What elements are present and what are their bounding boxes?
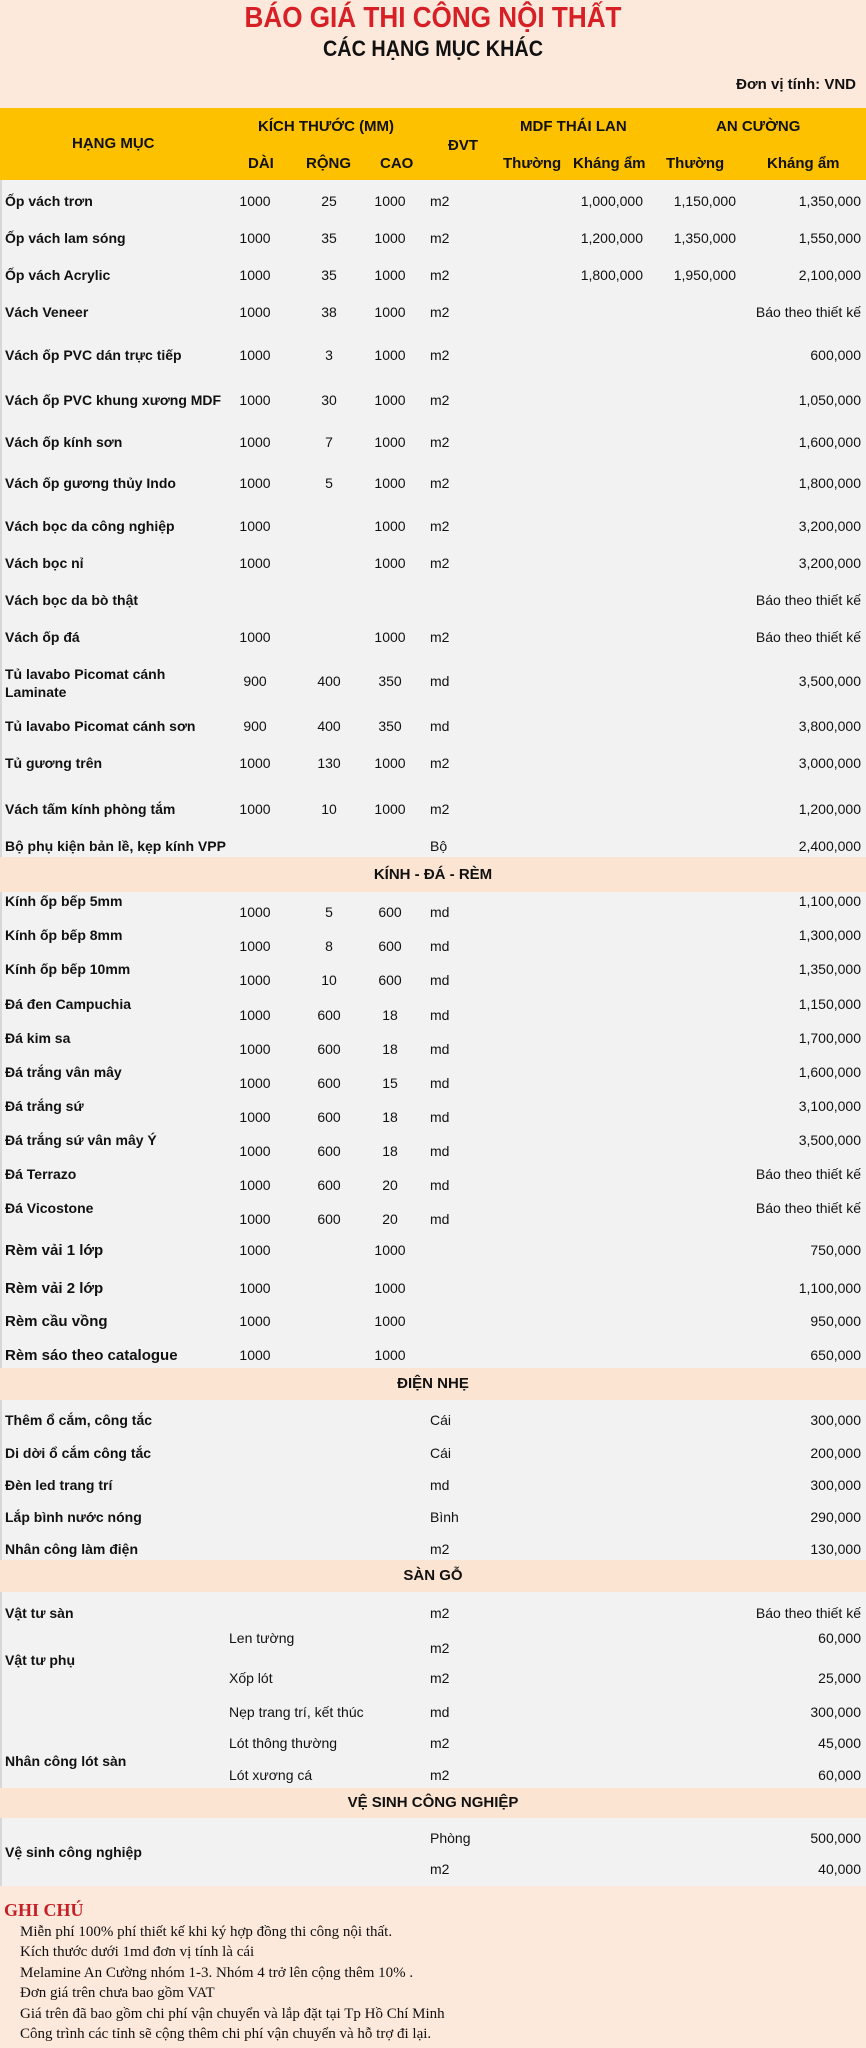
height-value: 1000 [374,555,406,571]
item-label: Vệ sinh công nghiệp [5,1844,142,1860]
table-row [0,518,866,538]
price-value: 300,000 [810,1704,861,1720]
table-row [0,1242,866,1262]
item-label: Vách bọc nỉ [5,555,84,571]
unit-value: m2 [430,629,450,645]
price-value: 300,000 [810,1412,861,1428]
note-item: Miễn phí 100% phí thiết kế khi ký hợp đồng thi công nội thất. [20,1924,393,1940]
price-value: 1,100,000 [798,1280,861,1296]
item-label: Thêm ổ cắm, công tắc [5,1412,153,1428]
item-label: Rèm cầu vồng [5,1313,108,1330]
price-value: 650,000 [810,1347,861,1363]
height-value: 1000 [374,434,406,450]
unit-value: m2 [430,347,450,363]
unit-value: Cái [430,1445,452,1461]
price-value: 1,100,000 [798,893,861,909]
height-value: 1000 [374,1313,406,1329]
length-value: 1000 [239,1211,271,1227]
length-value: 1000 [239,1143,271,1159]
height-value: 1000 [374,518,406,534]
price-value: 1,700,000 [798,1030,861,1046]
table-row [0,1445,866,1465]
unit-value: m2 [430,801,450,817]
mdf-normal-price: 1,200,000 [580,230,643,246]
unit-value: md [430,1041,450,1057]
price-value: 2,400,000 [798,838,861,854]
height-value: 1000 [374,475,406,491]
length-value: 1000 [239,1041,271,1057]
item-label: Rèm sáo theo catalogue [5,1347,178,1364]
price-value: 500,000 [810,1830,861,1846]
item-label: Tủ lavabo Picomat cánh Laminate [5,666,166,700]
length-value: 1000 [239,972,271,988]
price-value: 750,000 [810,1242,861,1258]
table-row [0,1704,866,1724]
table-row [0,1064,866,1091]
price-value: 3,200,000 [798,555,861,571]
unit-value: m2 [430,392,450,408]
table-row [0,801,866,821]
item-label: Đá trắng vân mây [5,1064,122,1080]
price-value: 3,100,000 [798,1098,861,1114]
unit-value: m2 [430,434,450,450]
item-label: Nhân công lót sàn [5,1753,127,1769]
unit-value: md [430,718,450,734]
price-value: 3,500,000 [798,673,861,689]
price-value: 1,550,000 [798,230,861,246]
length-value: 1000 [239,347,271,363]
header-an-cuong: AN CƯỜNG [716,118,801,135]
item-label: Vách bọc da bò thật [5,592,139,608]
unit-value: m2 [430,1605,450,1621]
price-value: 950,000 [810,1313,861,1329]
price-value: 1,050,000 [798,392,861,408]
table-row [0,434,866,454]
note-item: Công trình các tỉnh sẽ cộng thêm chi phí vận chuyển và hỗ trợ đi lại. [20,2026,432,2042]
header-ac-moist: Kháng ẩm [767,155,840,172]
table-row [0,230,866,250]
price-value: 200,000 [810,1445,861,1461]
table-row [0,475,866,495]
item-label: Nhân công làm điện [5,1541,139,1557]
currency-unit-label: Đơn vị tính: VND [736,76,856,93]
price-value: 2,100,000 [798,267,861,283]
table-row [0,592,866,612]
price-value: 60,000 [818,1767,861,1783]
item-label: Vách bọc da công nghiệp [5,518,175,534]
item-label: Vách Veneer [5,304,89,320]
height-value: 18 [382,1143,398,1159]
table-row [0,1735,866,1755]
unit-value: m2 [430,755,450,771]
width-value: 5 [325,475,333,491]
price-value: 300,000 [810,1477,861,1493]
unit-value: md [430,1075,450,1091]
height-value: 1000 [374,1347,406,1363]
table-row [0,718,866,738]
sub-item-label: Nẹp trang trí, kết thúc [229,1704,364,1720]
section-header: VỆ SINH CÔNG NGHIỆP [0,1788,866,1818]
item-label: Ốp vách lam sóng [5,230,126,246]
width-value: 600 [317,1143,341,1159]
width-value: 30 [321,392,337,408]
item-label: Kính ốp bếp 5mm [5,893,123,909]
item-label: Đá Vicostone [5,1200,94,1216]
width-value: 5 [325,904,333,920]
height-value: 1000 [374,629,406,645]
price-value: Báo theo thiết kế [755,1605,861,1621]
item-label: Vách ốp đá [5,629,80,645]
item-label: Vách ốp PVC khung xương MDF [5,392,222,408]
length-value: 1000 [239,1177,271,1193]
price-value: Báo theo thiết kế [755,629,861,645]
height-value: 20 [382,1211,398,1227]
price-value: 1,300,000 [798,927,861,943]
width-value: 600 [317,1041,341,1057]
height-value: 1000 [374,755,406,771]
price-value: 40,000 [818,1861,861,1877]
price-value: 3,500,000 [798,1132,861,1148]
height-value: 350 [378,718,402,734]
item-label: Lắp bình nước nóng [5,1509,142,1525]
unit-value: m2 [430,230,450,246]
table-row [0,1753,866,1787]
width-value: 38 [321,304,337,320]
unit-value: md [430,1109,450,1125]
unit-value: m2 [430,267,450,283]
table-row [0,1541,866,1561]
width-value: 10 [321,972,337,988]
width-value: 400 [317,718,341,734]
price-value: 130,000 [810,1541,861,1557]
unit-value: m2 [430,1861,450,1877]
item-label: Vật tư sàn [5,1605,74,1621]
width-value: 3 [325,347,333,363]
table-row [0,1200,866,1227]
length-value: 1000 [239,1242,271,1258]
price-value: Báo theo thiết kế [755,304,861,320]
unit-value: md [430,1704,450,1720]
mdf-normal-price: 1,800,000 [580,267,643,283]
item-label: Kính ốp bếp 10mm [5,961,131,977]
table-row [0,347,866,367]
item-label: Vách ốp kính sơn [5,434,123,450]
item-label: Vách ốp PVC dán trực tiếp [5,347,182,363]
unit-value: md [430,1177,450,1193]
table-row [0,1477,866,1497]
header-mdf: MDF THÁI LAN [520,118,627,135]
mdf-moist-price: 1,950,000 [673,267,736,283]
height-value: 1000 [374,304,406,320]
table-row [0,1630,866,1656]
note-item: Đơn giá trên chưa bao gồm VAT [20,1985,215,2001]
table-row [0,927,866,954]
unit-value: md [430,1211,450,1227]
price-value: Báo theo thiết kế [755,592,861,608]
table-row [0,1098,866,1125]
notes-title: GHI CHÚ [4,1900,84,1920]
header-ac-normal: Thường [666,155,725,172]
height-value: 1000 [374,267,406,283]
unit-value: m2 [430,193,450,209]
height-value: 1000 [374,347,406,363]
height-value: 20 [382,1177,398,1193]
price-value: 25,000 [818,1670,861,1686]
table-row [0,1166,866,1193]
length-value: 1000 [239,193,271,209]
note-item: Melamine An Cường nhóm 1-3. Nhóm 4 trở lên cộng thêm 10% . [20,1965,414,1981]
sub-item-label: Len tường [229,1630,295,1646]
length-value: 1000 [239,629,271,645]
sub-item-label: Lót xương cá [229,1767,313,1783]
unit-value: md [430,904,450,920]
mdf-moist-price: 1,150,000 [673,193,736,209]
item-label: Ốp vách trơn [5,193,93,209]
table-row [0,1605,866,1625]
price-value: 290,000 [810,1509,861,1525]
table-row [0,666,866,700]
section-header: ĐIỆN NHẸ [0,1368,866,1400]
length-value: 1000 [239,267,271,283]
length-value: 1000 [239,434,271,450]
item-label: Đá trắng sứ vân mây Ý [5,1132,157,1148]
unit-value: m2 [430,1640,450,1656]
table-row [0,555,866,575]
length-value: 1000 [239,555,271,571]
unit-value: md [430,938,450,954]
price-value: 3,200,000 [798,518,861,534]
width-value: 600 [317,1075,341,1091]
length-value: 1000 [239,1109,271,1125]
table-row [0,838,866,858]
header-mdf-normal: Thường [503,155,562,172]
section-header: KÍNH - ĐÁ - RÈM [0,857,866,892]
unit-value: md [430,1143,450,1159]
unit-value: Phòng [430,1830,471,1846]
table-row [0,961,866,988]
price-value: 45,000 [818,1735,861,1751]
table-row [0,304,866,324]
height-value: 18 [382,1109,398,1125]
unit-value: m2 [430,475,450,491]
length-value: 1000 [239,801,271,817]
unit-value: md [430,1477,450,1493]
header-size: KÍCH THƯỚC (MM) [258,118,395,135]
price-value: 1,350,000 [798,961,861,977]
table-row [0,1861,866,1881]
table-row [0,1509,866,1529]
length-value: 1000 [239,392,271,408]
table-row [0,267,866,287]
table-row [0,755,866,775]
price-value: 1,600,000 [798,1064,861,1080]
item-label: Rèm vải 2 lớp [5,1280,104,1297]
width-value: 400 [317,673,341,689]
item-label: Đá kim sa [5,1030,71,1046]
note-item: Giá trên đã bao gồm chi phí vận chuyển và lắp đặt tại Tp Hồ Chí Minh [20,2006,445,2022]
width-value: 600 [317,1109,341,1125]
item-label: Tủ gương trên [5,755,103,771]
width-value: 35 [321,230,337,246]
height-value: 1000 [374,392,406,408]
length-value: 900 [243,718,267,734]
height-value: 18 [382,1007,398,1023]
price-value: 600,000 [810,347,861,363]
unit-value: md [430,673,450,689]
length-value: 1000 [239,1075,271,1091]
table-row [0,1313,866,1333]
price-value: 1,350,000 [798,193,861,209]
page-title: BÁO GIÁ THI CÔNG NỘI THẤT [244,2,622,34]
width-value: 600 [317,1007,341,1023]
note-item: Kích thước dưới 1md đơn vị tính là cái [20,1944,255,1960]
table-row [0,1347,866,1367]
table-row [0,893,866,920]
height-value: 1000 [374,1242,406,1258]
table-row [0,1030,866,1057]
item-label: Đá trắng sứ [5,1098,84,1114]
mdf-normal-price: 1,000,000 [580,193,643,209]
header-unit: ĐVT [448,137,478,154]
width-value: 130 [317,755,341,771]
header-mdf-moist: Kháng ẩm [573,155,646,172]
header-height: CAO [380,155,414,172]
sub-item-label: Lót thông thường [229,1735,338,1751]
notes-block [0,1886,866,2048]
table-row [0,1830,866,1860]
width-value: 600 [317,1211,341,1227]
item-label: Đèn led trang trí [5,1477,113,1493]
price-value: Báo theo thiết kế [755,1166,861,1182]
item-label: Đá Terrazo [5,1166,77,1182]
price-value: 1,800,000 [798,475,861,491]
height-value: 1000 [374,1280,406,1296]
height-value: 600 [378,938,402,954]
table-row [0,1412,866,1432]
height-value: 15 [382,1075,398,1091]
unit-value: m2 [430,1541,450,1557]
width-value: 600 [317,1177,341,1193]
price-value: 1,200,000 [798,801,861,817]
price-value: 60,000 [818,1630,861,1646]
length-value: 1000 [239,755,271,771]
width-value: 8 [325,938,333,954]
width-value: 25 [321,193,337,209]
price-value: 3,800,000 [798,718,861,734]
item-label: Rèm vải 1 lớp [5,1242,104,1259]
length-value: 1000 [239,938,271,954]
width-value: 7 [325,434,333,450]
item-label: Vách tấm kính phòng tắm [5,801,176,817]
item-label: Vật tư phụ [5,1652,76,1668]
length-value: 1000 [239,518,271,534]
length-value: 900 [243,673,267,689]
height-value: 600 [378,904,402,920]
length-value: 1000 [239,475,271,491]
unit-value: Bình [430,1509,459,1525]
mdf-moist-price: 1,350,000 [673,230,736,246]
unit-value: m2 [430,1767,450,1783]
unit-value: m2 [430,1735,450,1751]
unit-value: m2 [430,518,450,534]
height-value: 350 [378,673,402,689]
length-value: 1000 [239,1007,271,1023]
item-label: Bộ phụ kiện bản lề, kẹp kính VPP [5,838,226,854]
unit-value: m2 [430,304,450,320]
length-value: 1000 [239,1280,271,1296]
section-header: SÀN GỖ [0,1560,866,1592]
table-row [0,392,866,412]
length-value: 1000 [239,1313,271,1329]
header-width: RỘNG [306,155,351,172]
unit-value: m2 [430,1670,450,1686]
page-subtitle: CÁC HẠNG MỤC KHÁC [323,36,543,61]
table-row [0,1132,866,1159]
unit-value: md [430,1007,450,1023]
table-row [0,1280,866,1300]
sub-item-label: Xốp lót [229,1670,273,1686]
item-label: Tủ lavabo Picomat cánh sơn [5,718,196,734]
table-row [0,1652,866,1690]
height-value: 600 [378,972,402,988]
item-label: Đá đen Campuchia [5,996,132,1012]
item-label: Di dời ổ cắm công tắc [5,1445,152,1461]
width-value: 35 [321,267,337,283]
width-value: 10 [321,801,337,817]
height-value: 1000 [374,193,406,209]
item-label: Vách ốp gương thủy Indo [5,475,176,491]
length-value: 1000 [239,230,271,246]
length-value: 1000 [239,304,271,320]
height-value: 18 [382,1041,398,1057]
table-row [0,996,866,1023]
price-value: Báo theo thiết kế [755,1200,861,1216]
height-value: 1000 [374,230,406,246]
height-value: 1000 [374,801,406,817]
table-row [0,629,866,649]
price-value: 3,000,000 [798,755,861,771]
price-value: 1,150,000 [798,996,861,1012]
length-value: 1000 [239,904,271,920]
table-row [0,193,866,213]
length-value: 1000 [239,1347,271,1363]
unit-value: m2 [430,555,450,571]
item-label: Kính ốp bếp 8mm [5,927,123,943]
header-length: DÀI [248,155,274,172]
price-value: 1,600,000 [798,434,861,450]
unit-value: Cái [430,1412,452,1428]
unit-value: md [430,972,450,988]
header-item: HẠNG MỤC [72,135,155,152]
item-label: Ốp vách Acrylic [5,267,111,283]
unit-value: Bộ [430,838,448,854]
